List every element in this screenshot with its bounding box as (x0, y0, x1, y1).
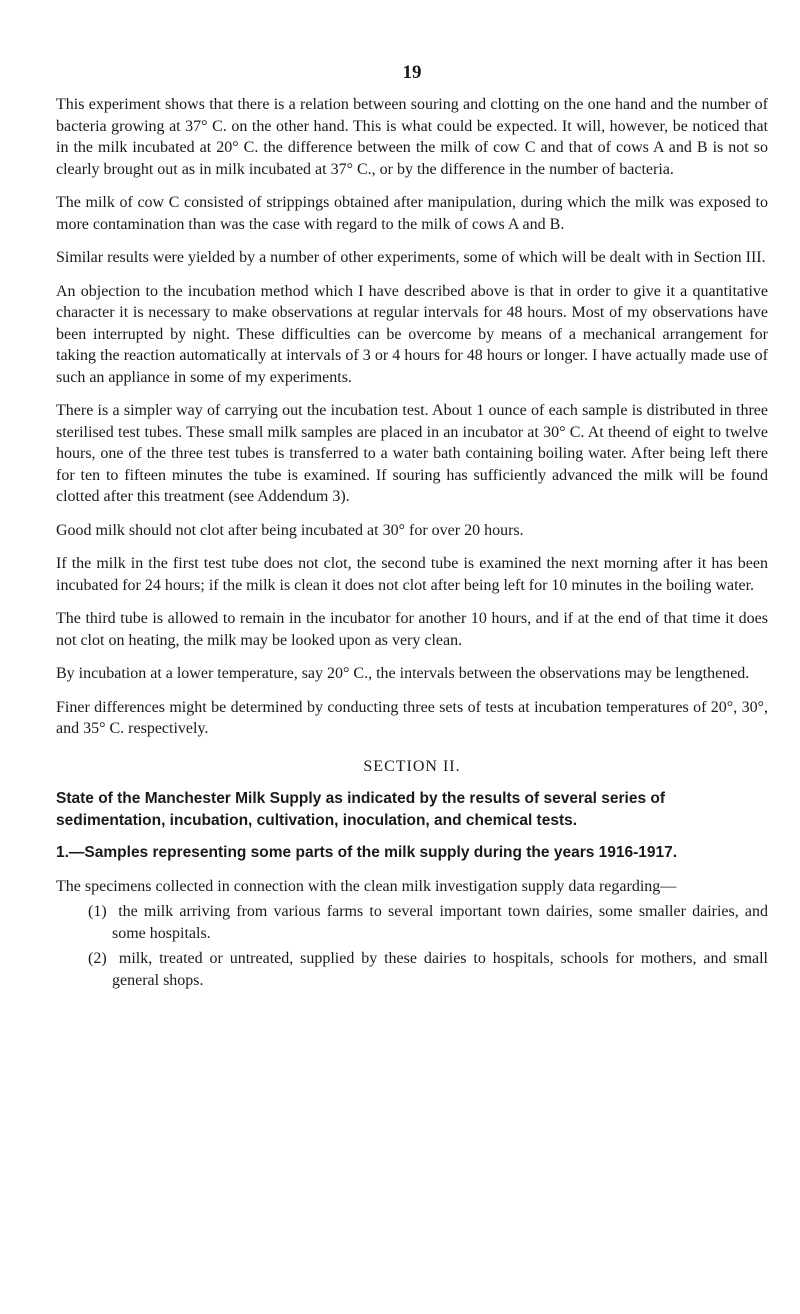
section-intro: The specimens collected in connection with the clean milk investigation supply data regarding— (56, 877, 677, 895)
section-subheading: 1.—Samples representing some parts of the milk supply during the years 1916-1917. (56, 843, 678, 861)
section-heading: State of the Manchester Milk Supply as indicated by the results of several series of sedimentation, incubation, cultivation, inoculation, and chemical tests. (56, 789, 665, 829)
paragraph-1: This experiment shows that there is a relation between souring and clotting on the one hand and the number of bacteria growing at 37° C. on the other hand. This is what could be expected. It will, however, be noticed that in the milk incubated at 20° C. the difference between the milk of cow C and that of cows A and B is not so clearly brought out as in milk incubated at 37° C., or by the difference in the number of bacteria. (56, 96, 768, 178)
paragraph-4: An objection to the incubation method which I have described above is that in order to give it a quantitative character it is necessary to make observations at regular intervals for 48 hours. Most of my observations have been interrupted by night. These difficulties can be overcome by means of a mechanical arrangement for taking the reaction automatically at intervals of 3 or 4 hours for 48 hours or longer. I have actually made use of such an appliance in some of my experiments. (56, 282, 768, 386)
list-item-text: the milk arriving from various farms to several important town dairies, some smaller dairies, and some hospitals. (112, 903, 769, 942)
paragraph-9: By incubation at a lower temperature, say 20° C., the intervals between the observations may be lengthened. (56, 665, 750, 682)
page-number: 19 (402, 62, 422, 83)
list-item (56, 901, 768, 944)
paragraph-3: Similar results were yielded by a number of other experiments, some of which will be dealt with in Section III. (56, 249, 766, 266)
paragraph-2: The milk of cow C consisted of strippings obtained after manipulation, during which the milk was exposed to more contamination than was the case with regard to the milk of cows A and B. (56, 194, 768, 233)
document-page (56, 62, 768, 995)
paragraph-10: Finer differences might be determined by conducting three sets of tests at incubation temperatures of 20°, 30°, and 35° C. respectively. (56, 698, 768, 737)
paragraph-8: The third tube is allowed to remain in the incubator for another 10 hours, and if at the end of that time it does not clot on heating, the milk may be looked upon as very clean. (56, 610, 768, 649)
list-item (56, 948, 768, 991)
list-item-text: milk, treated or untreated, supplied by these dairies to hospitals, schools for mothers, and small general shops. (112, 950, 769, 989)
paragraph-5: There is a simpler way of carrying out the incubation test. About 1 ounce of each sample is distributed in three sterilised test tubes. These small milk samples are placed in an incubator at 30° C. At theend of eight to twelve hours, one of the three test tubes is transferred to a water bath containing boiling water. After being left there for ten to fifteen minutes the tube is examined. If souring has sufficiently advanced the milk will be found clotted after this treatment (see Addendum 3). (56, 402, 768, 505)
supply-list (56, 901, 768, 991)
section-title: SECTION II. (363, 757, 461, 775)
paragraph-6: Good milk should not clot after being incubated at 30° for over 20 hours. (56, 521, 524, 539)
paragraph-7: If the milk in the first test tube does not clot, the second tube is examined the next morning after it has been incubated for 24 hours; if the milk is clean it does not clot after being left for 10 minutes in the boiling water. (56, 555, 768, 594)
list-item-number: (2) (88, 950, 107, 967)
list-item-number: (1) (88, 903, 107, 920)
